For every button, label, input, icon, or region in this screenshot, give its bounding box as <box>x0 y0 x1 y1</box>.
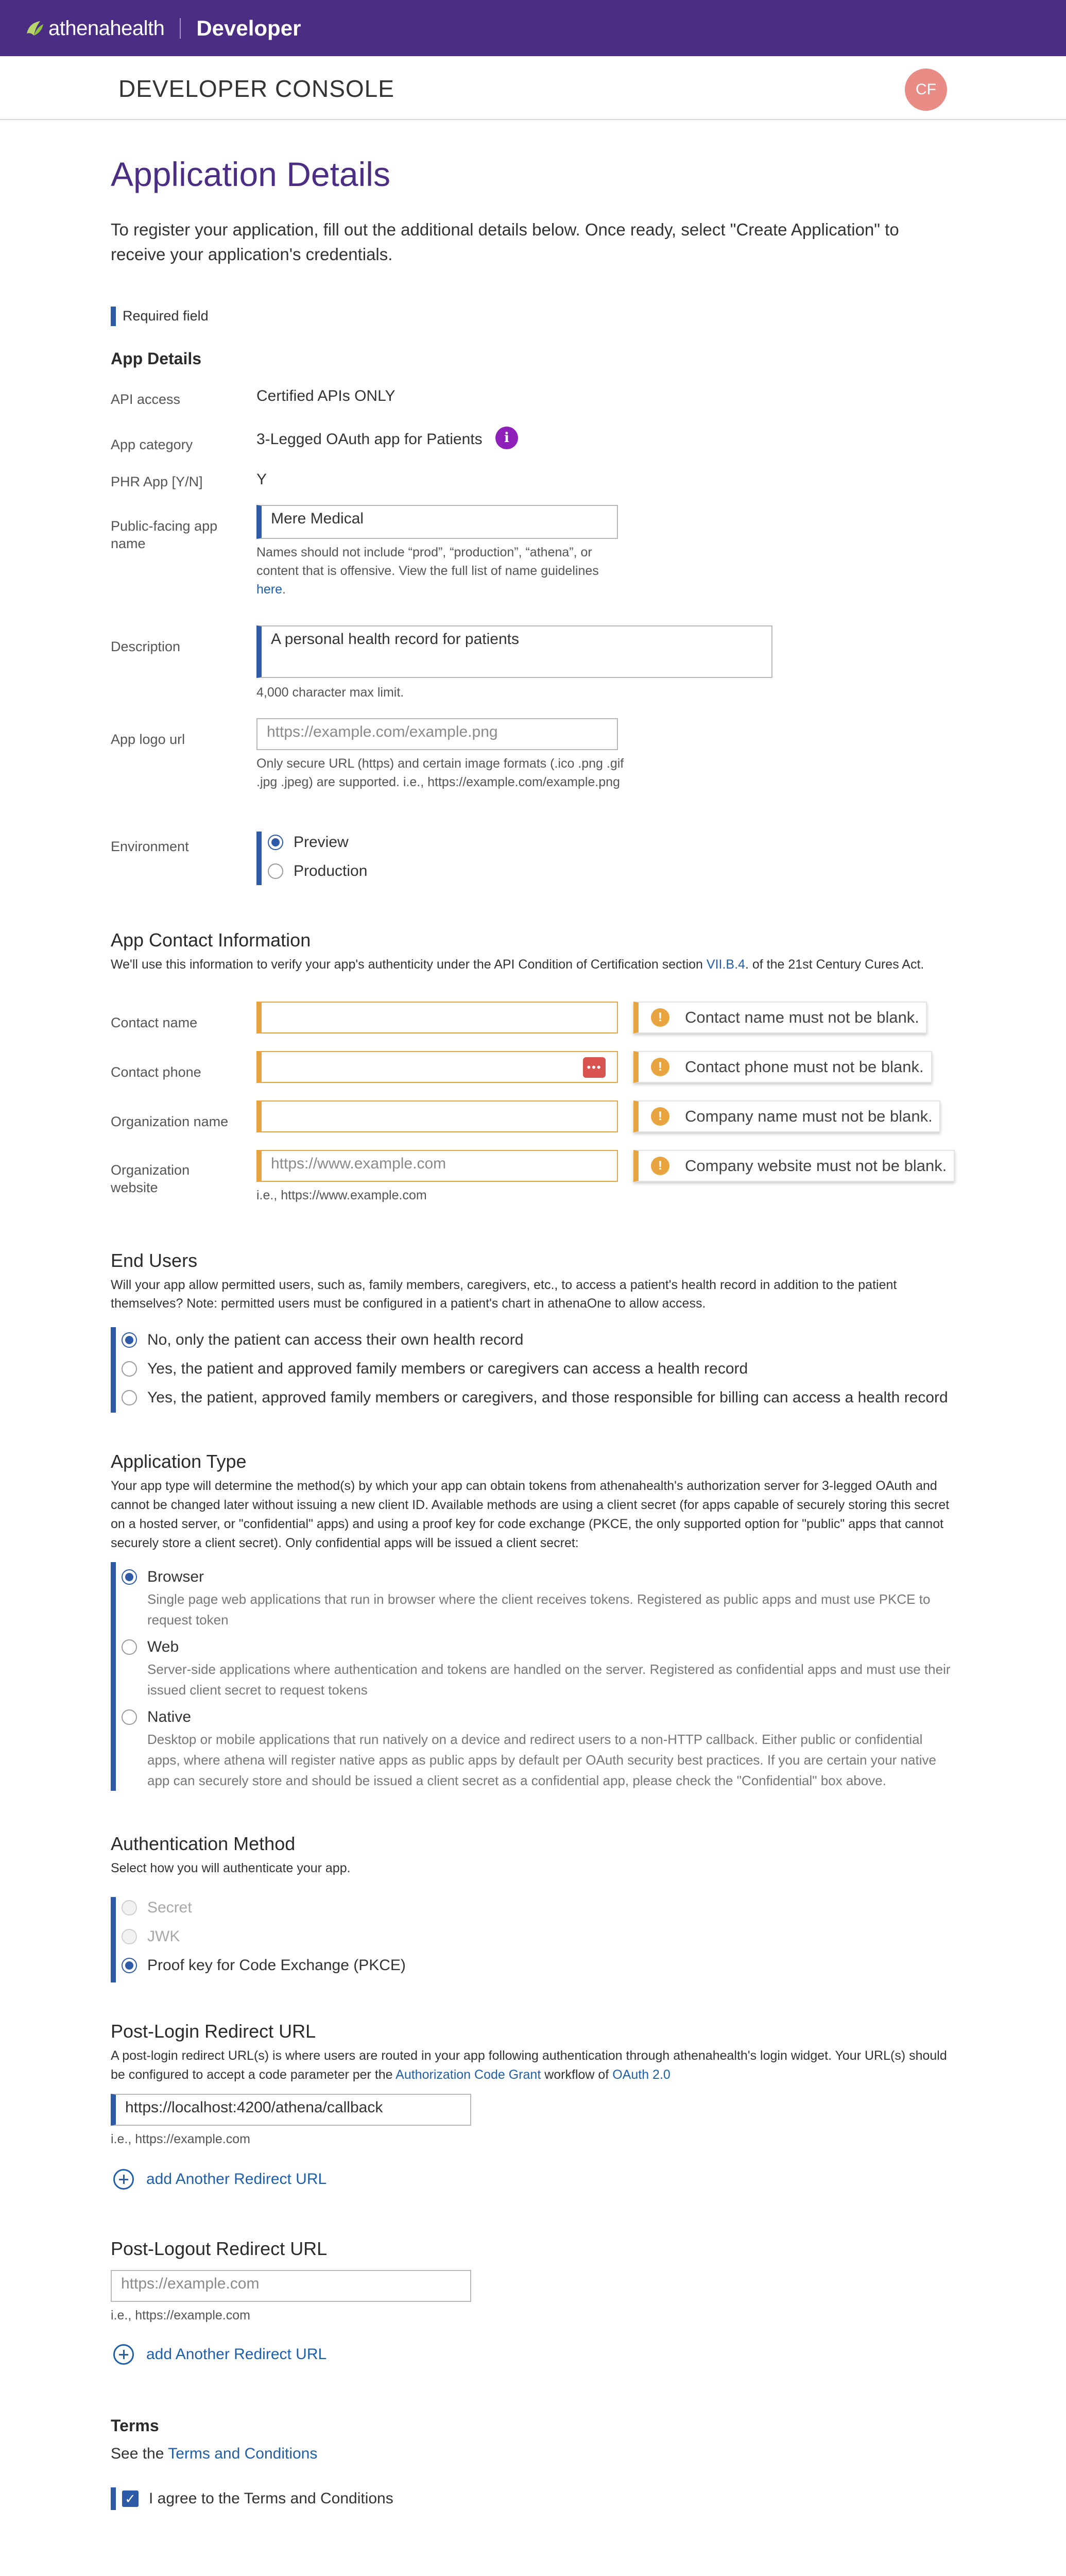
org-website-input[interactable] <box>256 1150 618 1182</box>
add-url-label: add Another Redirect URL <box>146 2171 327 2188</box>
app-details-heading: App Details <box>111 349 202 368</box>
option-label: JWK <box>147 1928 180 1945</box>
app-type-option-native[interactable] <box>122 1708 191 1726</box>
option-label: Proof key for Code Exchange (PKCE) <box>147 1957 406 1974</box>
option-label: Yes, the patient and approved family members or caregivers can access a health record <box>147 1360 748 1377</box>
checkmark-icon[interactable]: ✓ <box>122 2490 139 2507</box>
option-label: No, only the patient can access their own health record <box>147 1331 524 1348</box>
contact-phone-error <box>633 1051 932 1083</box>
api-access-label: API access <box>111 392 181 407</box>
org-website-error <box>633 1150 955 1182</box>
console-title: DEVELOPER CONSOLE <box>118 75 394 102</box>
post-logout-url-input[interactable] <box>111 2270 471 2302</box>
end-users-option-1[interactable] <box>122 1331 523 1349</box>
post-logout-url-placeholder: https://example.com <box>121 2275 260 2292</box>
add-post-logout-url-button[interactable] <box>113 2344 326 2365</box>
radio-button[interactable] <box>122 1361 137 1377</box>
autofill-icon[interactable]: ••• <box>583 1057 606 1078</box>
auth-method-radio-group <box>111 1897 116 1982</box>
brand-name: athenahealth <box>48 16 165 40</box>
option-label: Production <box>294 862 368 879</box>
end-users-radio-group <box>111 1327 116 1413</box>
contact-phone-input[interactable] <box>256 1051 618 1083</box>
environment-label: Environment <box>111 839 189 854</box>
app-type-option-web[interactable] <box>122 1638 179 1656</box>
app-name-label: Public-facing app name <box>111 518 218 551</box>
option-label: Secret <box>147 1899 192 1916</box>
option-label: Web <box>147 1638 179 1655</box>
post-login-url-input[interactable] <box>111 2094 471 2126</box>
post-login-intro <box>111 2046 955 2084</box>
end-users-option-2[interactable] <box>122 1360 748 1378</box>
app-name-help-text: Names should not include “prod”, “production”, “athena”, or content that is offensive. View the full list of name guidelines <box>256 545 599 578</box>
auth-option-pkce[interactable] <box>122 1957 406 1974</box>
warning-icon: ! <box>651 1107 669 1126</box>
contact-phone-label: Contact phone <box>111 1064 201 1080</box>
post-login-help: i.e., https://example.com <box>111 2132 250 2146</box>
auth-option-secret[interactable] <box>122 1899 192 1917</box>
avatar[interactable]: CF <box>905 69 947 111</box>
radio-button[interactable] <box>268 835 283 850</box>
post-logout-heading: Post-Logout Redirect URL <box>111 2238 328 2259</box>
contact-intro-text: We'll use this information to verify your app's authenticity under the API Condition of Certification section <box>111 957 703 972</box>
radio-button[interactable] <box>122 1332 137 1348</box>
name-guidelines-link[interactable]: here <box>256 582 283 597</box>
radio-button[interactable] <box>122 1958 137 1973</box>
post-logout-help: i.e., https://example.com <box>111 2308 250 2323</box>
error-text: Company website must not be blank. <box>685 1157 947 1175</box>
logo-url-input[interactable] <box>256 718 618 750</box>
browser-description: Single page web applications that run in browser where the client receives tokens. Registered as public apps and must use PKCE to request token <box>147 1591 931 1628</box>
option-label: Browser <box>147 1568 204 1585</box>
phr-value: Y <box>256 471 267 488</box>
radio-button[interactable] <box>122 1639 137 1655</box>
phr-label: PHR App [Y/N] <box>111 474 203 489</box>
app-name-value: Mere Medical <box>271 510 364 527</box>
add-circle-icon <box>113 2169 134 2190</box>
brand[interactable] <box>25 15 301 41</box>
web-description: Server-side applications where authentication and tokens are handled on the server. Registered as confidential apps and must use their issued client secret to request tokens <box>147 1662 951 1698</box>
top-bar <box>0 0 1066 56</box>
radio-button[interactable] <box>122 1569 137 1585</box>
terms-agree-label: I agree to the Terms and Conditions <box>149 2490 393 2507</box>
radio-button[interactable] <box>122 1929 137 1944</box>
brand-divider <box>180 18 181 39</box>
warning-icon: ! <box>651 1008 669 1027</box>
app-type-radio-group <box>111 1562 116 1791</box>
radio-button[interactable] <box>122 1390 137 1405</box>
logo-url-help: Only secure URL (https) and certain image formats (.ico .png .gif .jpg .jpeg) are supported. i.e., https://example.com/example.png <box>256 756 624 789</box>
org-website-placeholder: https://www.example.com <box>271 1155 446 1172</box>
terms-link[interactable]: Terms and Conditions <box>168 2445 318 2462</box>
auth-method-heading: Authentication Method <box>111 1833 296 1854</box>
contact-heading: App Contact Information <box>111 929 311 951</box>
error-text: Contact name must not be blank. <box>685 1008 919 1026</box>
post-login-intro-mid: workflow of <box>544 2067 609 2082</box>
radio-button[interactable] <box>268 863 283 879</box>
org-name-error <box>633 1100 940 1132</box>
category-label: App category <box>111 437 193 452</box>
environment-option-production[interactable] <box>268 862 367 880</box>
option-label: Native <box>147 1708 192 1725</box>
contact-name-error <box>633 1002 927 1033</box>
add-post-login-url-button[interactable] <box>113 2169 326 2190</box>
terms-see-prefix: See the <box>111 2445 164 2462</box>
app-name-input[interactable] <box>256 505 618 539</box>
error-text: Contact phone must not be blank. <box>685 1058 924 1076</box>
end-users-heading: End Users <box>111 1250 198 1271</box>
contact-intro <box>111 955 955 974</box>
cures-act-link[interactable]: VII.B.4 <box>706 957 745 972</box>
terms-heading: Terms <box>111 2416 159 2435</box>
radio-button[interactable] <box>122 1709 137 1725</box>
contact-name-label: Contact name <box>111 1015 198 1030</box>
option-label: Preview <box>294 834 349 851</box>
auth-method-intro: Select how you will authenticate your app. <box>111 1861 351 1875</box>
auth-code-grant-link[interactable]: Authorization Code Grant <box>396 2067 541 2082</box>
post-login-url-value: https://localhost:4200/athena/callback <box>125 2099 383 2116</box>
app-type-intro: Your app type will determine the method(s) by which your app can obtain tokens from athenahealth's authorization server for 3-legged OAuth and cannot be changed later without issuing a new client ID. Available methods are using a client secret (for apps capable of securely storing this secret on a hosted server, or "confidential" apps) and using a proof key for code exchange (PKCE, the only supported option for "public" apps that cannot securely store a client secret). Only confidential apps will be issued a client secret: <box>111 1479 950 1550</box>
api-access-value: Certified APIs ONLY <box>256 387 396 404</box>
info-icon[interactable]: i <box>495 427 518 449</box>
app-type-option-browser[interactable] <box>122 1568 204 1586</box>
add-circle-icon <box>113 2344 134 2365</box>
native-description: Desktop or mobile applications that run natively on a device and redirect users to a non-HTTP callback. Either public or confidential apps, where athena will register native apps as public apps by default per OAuth security best practices. If you are certain your native app can securely store and should be issued a client secret as a confidential app, please check the "Confidential" box above. <box>147 1732 936 1788</box>
post-login-heading: Post-Login Redirect URL <box>111 2021 316 2042</box>
brand-section: Developer <box>196 16 301 40</box>
warning-icon: ! <box>651 1157 669 1175</box>
page-intro: To register your application, fill out the additional details below. Once ready, select "Create Application" to receive your application's credentials. <box>111 220 899 264</box>
description-value: A personal health record for patients <box>271 631 519 648</box>
post-login-intro-text: A post-login redirect URL(s) is where users are routed in your app following authentication through athenahealth's login widget. Your URL(s) should be configured to accept a code parameter per the <box>111 2048 947 2082</box>
auth-option-jwk[interactable] <box>122 1928 180 1945</box>
contact-intro-tail: . of the 21st Century Cures Act. <box>745 957 924 972</box>
end-users-option-3[interactable] <box>122 1389 948 1406</box>
environment-option-preview[interactable] <box>268 834 349 851</box>
terms-agree-checkbox[interactable] <box>111 2487 393 2510</box>
terms-see <box>111 2445 317 2463</box>
org-website-label: Organization website <box>111 1162 190 1195</box>
oauth2-link[interactable]: OAuth 2.0 <box>612 2067 670 2082</box>
error-text: Company name must not be blank. <box>685 1107 933 1125</box>
end-users-intro: Will your app allow permitted users, such as, family members, caregivers, etc., to access a patient's health record in addition to the patient themselves? Note: permitted users must be configured in a patient's chart in athenaOne to allow access. <box>111 1278 897 1311</box>
contact-name-input[interactable] <box>256 1002 618 1033</box>
page-title: Application Details <box>111 155 390 193</box>
category-value: 3-Legged OAuth app for Patients <box>256 431 483 448</box>
option-label: Yes, the patient, approved family members or caregivers, and those responsible for billing can access a health record <box>147 1389 948 1406</box>
org-name-input[interactable] <box>256 1100 618 1132</box>
description-help: 4,000 character max limit. <box>256 685 404 700</box>
description-input[interactable] <box>256 625 772 678</box>
radio-button[interactable] <box>122 1900 137 1916</box>
athena-leaf-icon <box>25 18 45 39</box>
app-type-heading: Application Type <box>111 1451 247 1472</box>
environment-radio-group <box>256 832 262 885</box>
org-name-label: Organization name <box>111 1114 229 1129</box>
description-label: Description <box>111 639 181 654</box>
logo-url-placeholder: https://example.com/example.png <box>267 723 498 740</box>
org-website-help: i.e., https://www.example.com <box>256 1188 427 1202</box>
add-url-label: add Another Redirect URL <box>146 2346 327 2363</box>
logo-url-label: App logo url <box>111 732 185 747</box>
warning-icon: ! <box>651 1058 669 1076</box>
required-marker <box>111 307 116 326</box>
required-note: Required field <box>123 308 209 324</box>
app-name-help: Names should not include “prod”, “production”, “athena”, or content that is offensive. View the full list of name guidelines here. <box>256 545 599 597</box>
